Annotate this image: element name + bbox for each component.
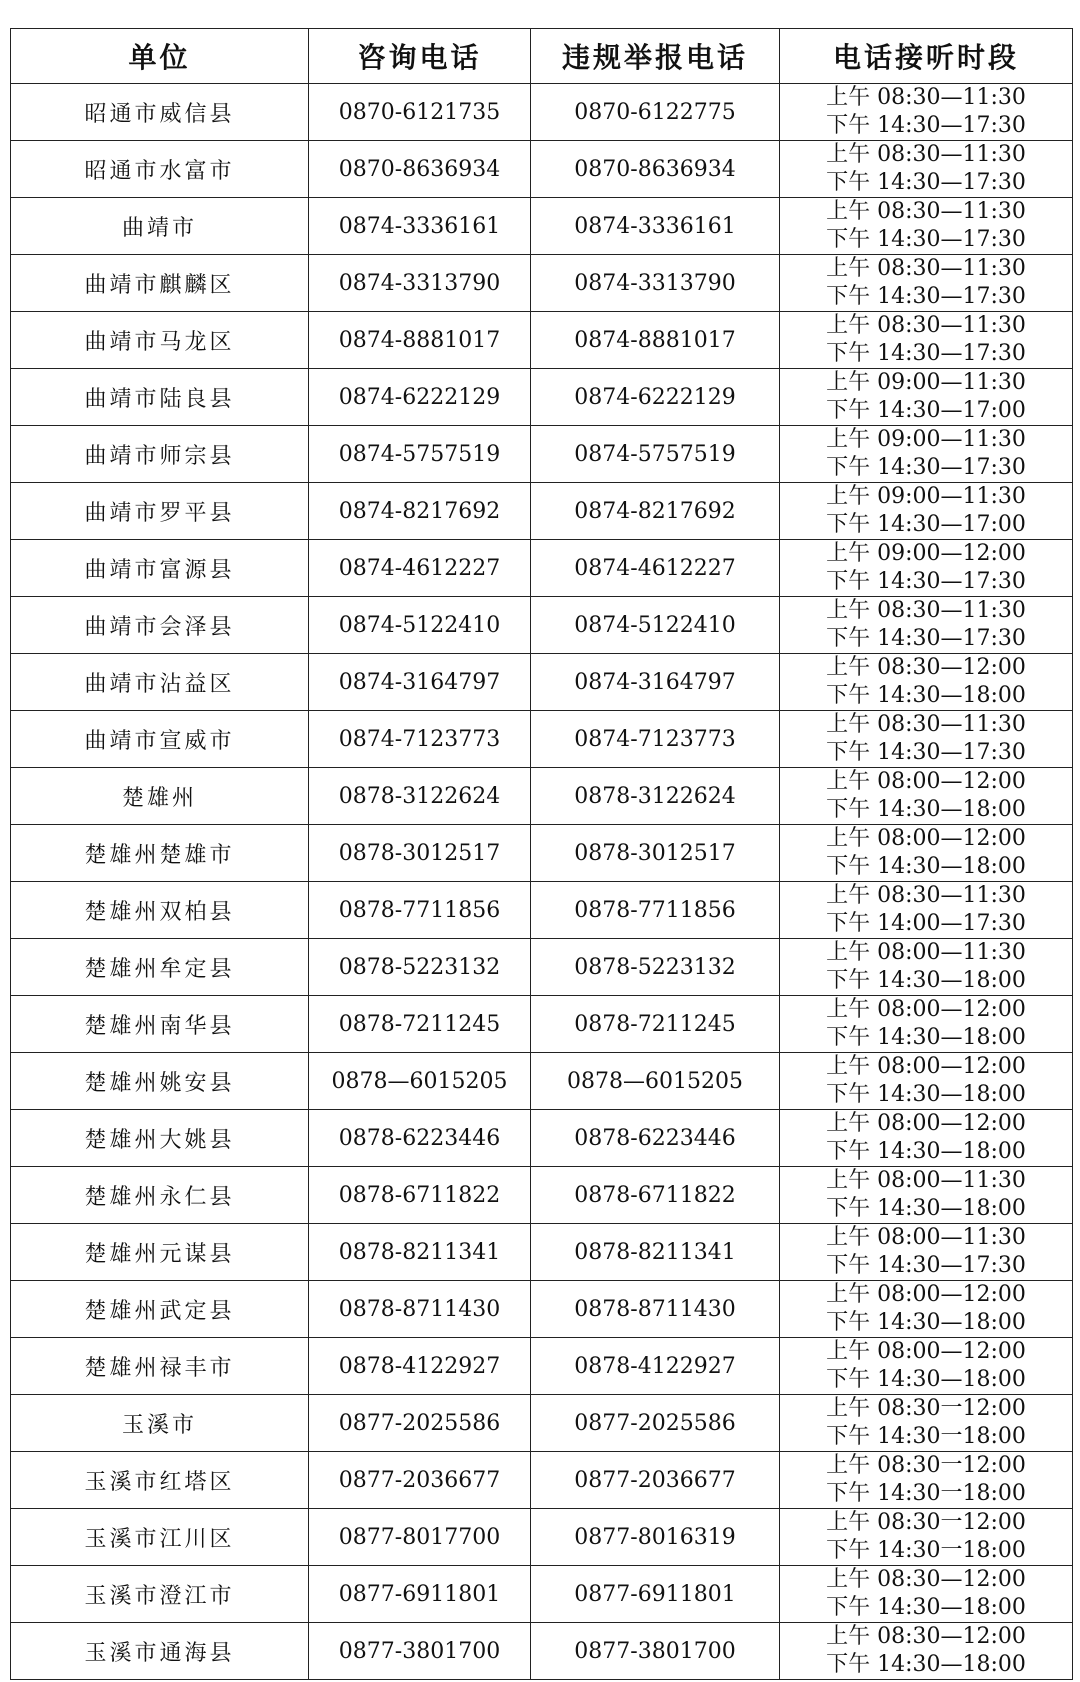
- report-phone-cell: 0874-5757519: [531, 426, 780, 483]
- morning-hours: 上午 08:00—12:00: [826, 826, 1026, 851]
- unit-cell: 楚雄州武定县: [11, 1281, 309, 1338]
- report-phone-cell: 0870-8636934: [531, 141, 780, 198]
- unit-cell: 楚雄州禄丰市: [11, 1338, 309, 1395]
- table-row: [11, 255, 1073, 312]
- unit-cell: 楚雄州永仁县: [11, 1167, 309, 1224]
- afternoon-hours: 下午 14:30—18:00: [826, 1367, 1026, 1392]
- unit-cell: 玉溪市江川区: [11, 1509, 309, 1566]
- unit-cell: 曲靖市麒麟区: [11, 255, 309, 312]
- unit-cell: 楚雄州大姚县: [11, 1110, 309, 1167]
- unit-cell: 楚雄州双柏县: [11, 882, 309, 939]
- table-row: [11, 1338, 1073, 1395]
- afternoon-hours: 下午 14:30—17:30: [826, 740, 1026, 765]
- unit-cell: 昭通市威信县: [11, 84, 309, 141]
- table-row: [11, 768, 1073, 825]
- consult-phone-cell: 0878-3012517: [309, 825, 531, 882]
- morning-hours: 上午 08:00—12:00: [826, 1339, 1026, 1364]
- morning-hours: 上午 08:00—12:00: [826, 1054, 1026, 1079]
- afternoon-hours: 下午 14:30—17:30: [826, 113, 1026, 138]
- unit-cell: 楚雄州元谋县: [11, 1224, 309, 1281]
- morning-hours: 上午 08:30—12:00: [826, 655, 1026, 680]
- afternoon-hours: 下午 14:30—18:00: [826, 854, 1026, 879]
- unit-cell: 楚雄州: [11, 768, 309, 825]
- report-phone-cell: 0878-6711822: [531, 1167, 780, 1224]
- consult-phone-cell: 0874-7123773: [309, 711, 531, 768]
- answer-hours-cell: [780, 939, 1073, 996]
- unit-cell: 曲靖市马龙区: [11, 312, 309, 369]
- table-row: [11, 597, 1073, 654]
- morning-hours: 上午 08:00—12:00: [826, 1111, 1026, 1136]
- consult-phone-cell: 0878-8211341: [309, 1224, 531, 1281]
- table-row: [11, 1167, 1073, 1224]
- consult-phone-cell: 0874-8881017: [309, 312, 531, 369]
- unit-cell: 楚雄州牟定县: [11, 939, 309, 996]
- morning-hours: 上午 08:30—11:30: [826, 598, 1026, 623]
- report-phone-cell: 0874-3164797: [531, 654, 780, 711]
- report-phone-cell: 0877-2025586: [531, 1395, 780, 1452]
- table-row: [11, 882, 1073, 939]
- morning-hours: 上午 08:00—12:00: [826, 997, 1026, 1022]
- consult-phone-cell: 0877-6911801: [309, 1566, 531, 1623]
- table-body: [11, 84, 1073, 1680]
- morning-hours: 上午 09:00—11:30: [826, 370, 1026, 395]
- morning-hours: 上午 08:30—11:30: [826, 712, 1026, 737]
- answer-hours-cell: [780, 1452, 1073, 1509]
- unit-cell: 曲靖市陆良县: [11, 369, 309, 426]
- answer-hours-cell: [780, 1281, 1073, 1338]
- morning-hours: 上午 08:00—11:30: [826, 1168, 1026, 1193]
- report-phone-cell: 0878—6015205: [531, 1053, 780, 1110]
- unit-cell: 玉溪市通海县: [11, 1623, 309, 1680]
- afternoon-hours: 下午 14:30—17:30: [826, 626, 1026, 651]
- report-phone-cell: 0877-8016319: [531, 1509, 780, 1566]
- afternoon-hours: 下午 14:30—18:00: [826, 1139, 1026, 1164]
- unit-cell: 曲靖市沾益区: [11, 654, 309, 711]
- answer-hours-cell: [780, 198, 1073, 255]
- consult-phone-cell: 0874-5757519: [309, 426, 531, 483]
- answer-hours-cell: [780, 882, 1073, 939]
- unit-cell: 楚雄州楚雄市: [11, 825, 309, 882]
- morning-hours: 上午 08:30一12:00: [826, 1510, 1026, 1535]
- answer-hours-cell: [780, 597, 1073, 654]
- report-phone-cell: 0874-5122410: [531, 597, 780, 654]
- consult-phone-cell: 0877-2036677: [309, 1452, 531, 1509]
- table-row: [11, 1281, 1073, 1338]
- afternoon-hours: 下午 14:30—18:00: [826, 797, 1026, 822]
- afternoon-hours: 下午 14:30—18:00: [826, 1595, 1026, 1620]
- consult-phone-cell: 0870-6121735: [309, 84, 531, 141]
- consult-phone-cell: 0874-3164797: [309, 654, 531, 711]
- header-consult-phone: 咨询电话: [309, 29, 531, 84]
- morning-hours: 上午 08:30—11:30: [826, 199, 1026, 224]
- unit-cell: 玉溪市澄江市: [11, 1566, 309, 1623]
- table-row: [11, 369, 1073, 426]
- answer-hours-cell: [780, 825, 1073, 882]
- morning-hours: 上午 08:00—12:00: [826, 1282, 1026, 1307]
- morning-hours: 上午 08:00—11:30: [826, 940, 1026, 965]
- morning-hours: 上午 08:00—12:00: [826, 769, 1026, 794]
- answer-hours-cell: [780, 312, 1073, 369]
- answer-hours-cell: [780, 426, 1073, 483]
- table-row: [11, 1566, 1073, 1623]
- consult-phone-cell: 0878-3122624: [309, 768, 531, 825]
- afternoon-hours: 下午 14:30—18:00: [826, 968, 1026, 993]
- morning-hours: 上午 09:00—11:30: [826, 427, 1026, 452]
- table-row: [11, 198, 1073, 255]
- afternoon-hours: 下午 14:30—17:30: [826, 341, 1026, 366]
- answer-hours-cell: [780, 1623, 1073, 1680]
- table-row: [11, 1110, 1073, 1167]
- report-phone-cell: 0874-8881017: [531, 312, 780, 369]
- table-row: [11, 84, 1073, 141]
- report-phone-cell: 0877-6911801: [531, 1566, 780, 1623]
- table-row: [11, 312, 1073, 369]
- answer-hours-cell: [780, 369, 1073, 426]
- report-phone-cell: 0878-8711430: [531, 1281, 780, 1338]
- report-phone-cell: 0874-3313790: [531, 255, 780, 312]
- afternoon-hours: 下午 14:00—17:30: [826, 911, 1026, 936]
- report-phone-cell: 0878-7711856: [531, 882, 780, 939]
- consult-phone-cell: 0870-8636934: [309, 141, 531, 198]
- afternoon-hours: 下午 14:30—18:00: [826, 1196, 1026, 1221]
- header-row: [11, 29, 1073, 84]
- table-row: [11, 540, 1073, 597]
- morning-hours: 上午 08:30一12:00: [826, 1396, 1026, 1421]
- afternoon-hours: 下午 14:30—18:00: [826, 1310, 1026, 1335]
- table-row: [11, 1509, 1073, 1566]
- report-phone-cell: 0878-5223132: [531, 939, 780, 996]
- afternoon-hours: 下午 14:30—18:00: [826, 1082, 1026, 1107]
- report-phone-cell: 0870-6122775: [531, 84, 780, 141]
- header-answer-hours: 电话接听时段: [780, 29, 1073, 84]
- unit-cell: 昭通市水富市: [11, 141, 309, 198]
- morning-hours: 上午 08:00—11:30: [826, 1225, 1026, 1250]
- unit-cell: 玉溪市红塔区: [11, 1452, 309, 1509]
- consult-phone-cell: 0877-3801700: [309, 1623, 531, 1680]
- report-phone-cell: 0874-7123773: [531, 711, 780, 768]
- table-row: [11, 1224, 1073, 1281]
- table-row: [11, 654, 1073, 711]
- answer-hours-cell: [780, 483, 1073, 540]
- table-row: [11, 825, 1073, 882]
- report-phone-cell: 0874-6222129: [531, 369, 780, 426]
- morning-hours: 上午 08:30—12:00: [826, 1624, 1026, 1649]
- afternoon-hours: 下午 14:30—17:00: [826, 398, 1026, 423]
- consult-phone-cell: 0874-4612227: [309, 540, 531, 597]
- unit-cell: 玉溪市: [11, 1395, 309, 1452]
- table-row: [11, 1623, 1073, 1680]
- afternoon-hours: 下午 14:30一18:00: [826, 1481, 1026, 1506]
- afternoon-hours: 下午 14:30—17:30: [826, 227, 1026, 252]
- unit-cell: 楚雄州南华县: [11, 996, 309, 1053]
- afternoon-hours: 下午 14:30一18:00: [826, 1424, 1026, 1449]
- consult-phone-cell: 0874-6222129: [309, 369, 531, 426]
- morning-hours: 上午 08:30—11:30: [826, 85, 1026, 110]
- table-row: [11, 1452, 1073, 1509]
- unit-cell: 曲靖市宣威市: [11, 711, 309, 768]
- table-row: [11, 939, 1073, 996]
- afternoon-hours: 下午 14:30—17:00: [826, 512, 1026, 537]
- unit-cell: 曲靖市师宗县: [11, 426, 309, 483]
- consult-phone-cell: 0874-3336161: [309, 198, 531, 255]
- report-phone-cell: 0878-8211341: [531, 1224, 780, 1281]
- report-phone-cell: 0878-6223446: [531, 1110, 780, 1167]
- answer-hours-cell: [780, 255, 1073, 312]
- unit-cell: 曲靖市会泽县: [11, 597, 309, 654]
- consult-phone-cell: 0878-4122927: [309, 1338, 531, 1395]
- unit-cell: 曲靖市: [11, 198, 309, 255]
- unit-cell: 楚雄州姚安县: [11, 1053, 309, 1110]
- answer-hours-cell: [780, 654, 1073, 711]
- answer-hours-cell: [780, 996, 1073, 1053]
- header-report-phone: 违规举报电话: [531, 29, 780, 84]
- afternoon-hours: 下午 14:30—17:30: [826, 1253, 1026, 1278]
- morning-hours: 上午 09:00—12:00: [826, 541, 1026, 566]
- table-row: [11, 426, 1073, 483]
- table-row: [11, 996, 1073, 1053]
- table-row: [11, 1053, 1073, 1110]
- answer-hours-cell: [780, 1509, 1073, 1566]
- header-unit: 单位: [11, 29, 309, 84]
- afternoon-hours: 下午 14:30—18:00: [826, 683, 1026, 708]
- table-row: [11, 141, 1073, 198]
- answer-hours-cell: [780, 84, 1073, 141]
- report-phone-cell: 0874-8217692: [531, 483, 780, 540]
- consult-phone-cell: 0874-3313790: [309, 255, 531, 312]
- afternoon-hours: 下午 14:30一18:00: [826, 1538, 1026, 1563]
- morning-hours: 上午 08:30—11:30: [826, 883, 1026, 908]
- afternoon-hours: 下午 14:30—17:30: [826, 170, 1026, 195]
- report-phone-cell: 0878-3122624: [531, 768, 780, 825]
- afternoon-hours: 下午 14:30—17:30: [826, 455, 1026, 480]
- morning-hours: 上午 08:30一12:00: [826, 1453, 1026, 1478]
- consult-phone-cell: 0877-8017700: [309, 1509, 531, 1566]
- answer-hours-cell: [780, 141, 1073, 198]
- unit-cell: 曲靖市富源县: [11, 540, 309, 597]
- answer-hours-cell: [780, 1566, 1073, 1623]
- answer-hours-cell: [780, 711, 1073, 768]
- answer-hours-cell: [780, 1167, 1073, 1224]
- morning-hours: 上午 08:30—12:00: [826, 1567, 1026, 1592]
- morning-hours: 上午 08:30—11:30: [826, 313, 1026, 338]
- table-row: [11, 1395, 1073, 1452]
- afternoon-hours: 下午 14:30—17:30: [826, 284, 1026, 309]
- answer-hours-cell: [780, 768, 1073, 825]
- answer-hours-cell: [780, 1110, 1073, 1167]
- afternoon-hours: 下午 14:30—18:00: [826, 1025, 1026, 1050]
- report-phone-cell: 0874-4612227: [531, 540, 780, 597]
- report-phone-cell: 0878-4122927: [531, 1338, 780, 1395]
- answer-hours-cell: [780, 1395, 1073, 1452]
- answer-hours-cell: [780, 1053, 1073, 1110]
- consult-phone-cell: 0878-6711822: [309, 1167, 531, 1224]
- afternoon-hours: 下午 14:30—18:00: [826, 1652, 1026, 1677]
- report-phone-cell: 0877-3801700: [531, 1623, 780, 1680]
- consult-phone-cell: 0878—6015205: [309, 1053, 531, 1110]
- consult-phone-cell: 0878-7711856: [309, 882, 531, 939]
- consult-phone-cell: 0878-5223132: [309, 939, 531, 996]
- unit-cell: 曲靖市罗平县: [11, 483, 309, 540]
- answer-hours-cell: [780, 1338, 1073, 1395]
- consult-phone-cell: 0878-8711430: [309, 1281, 531, 1338]
- consult-phone-cell: 0874-8217692: [309, 483, 531, 540]
- consult-phone-cell: 0877-2025586: [309, 1395, 531, 1452]
- morning-hours: 上午 08:30—11:30: [826, 256, 1026, 281]
- report-phone-cell: 0878-3012517: [531, 825, 780, 882]
- morning-hours: 上午 09:00—11:30: [826, 484, 1026, 509]
- afternoon-hours: 下午 14:30—17:30: [826, 569, 1026, 594]
- table-row: [11, 711, 1073, 768]
- consult-phone-cell: 0878-7211245: [309, 996, 531, 1053]
- report-phone-cell: 0878-7211245: [531, 996, 780, 1053]
- table-row: [11, 483, 1073, 540]
- consult-phone-cell: 0878-6223446: [309, 1110, 531, 1167]
- hotline-table: [10, 28, 1073, 1680]
- answer-hours-cell: [780, 540, 1073, 597]
- report-phone-cell: 0874-3336161: [531, 198, 780, 255]
- report-phone-cell: 0877-2036677: [531, 1452, 780, 1509]
- answer-hours-cell: [780, 1224, 1073, 1281]
- consult-phone-cell: 0874-5122410: [309, 597, 531, 654]
- morning-hours: 上午 08:30—11:30: [826, 142, 1026, 167]
